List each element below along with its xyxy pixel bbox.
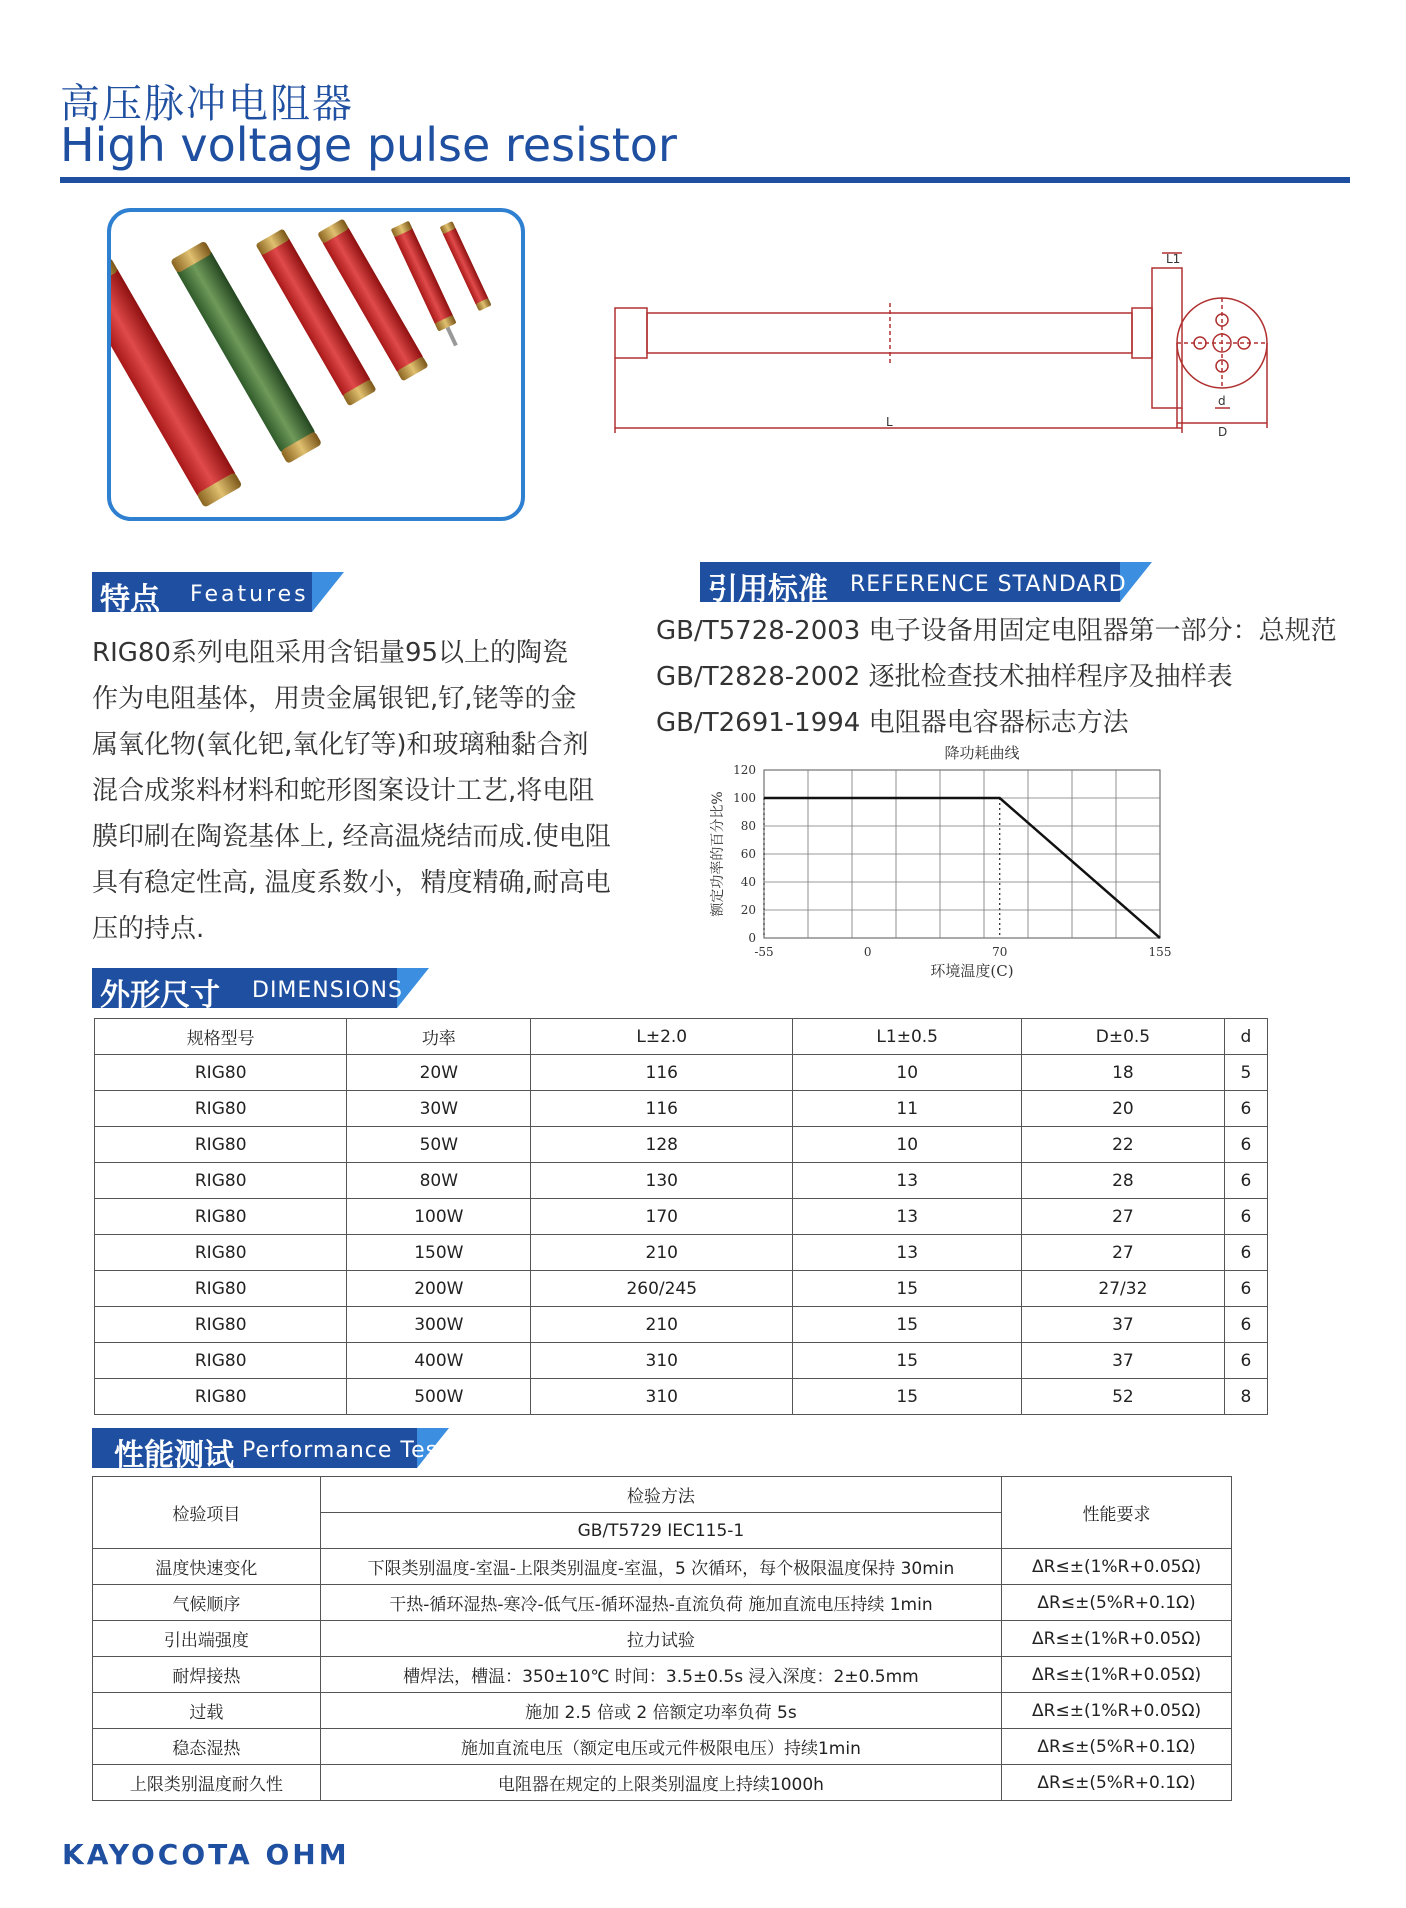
table-cell: 128 [531,1127,793,1163]
y-tick-label: 80 [740,819,756,833]
column-header: 规格型号 [95,1019,347,1055]
table-cell: 过载 [93,1693,321,1729]
table-cell: RIG80 [95,1271,347,1307]
table-cell: ΔR≤±(5%R+0.1Ω) [1002,1585,1232,1621]
table-cell: 6 [1224,1343,1267,1379]
table-cell: RIG80 [95,1127,347,1163]
features-line: RIG80系列电阻采用含铝量95以上的陶瓷 [92,638,569,668]
features-line: 膜印刷在陶瓷基体上, 经高温烧结而成.使电阻 [92,822,611,852]
table-cell: 400W [347,1343,531,1379]
features-line: 混合成浆料材料和蛇形图案设计工艺,将电阻 [92,776,595,806]
performance-title-cn: 性能测试 [114,1438,234,1473]
dimensions-title-en: DIMENSIONS [252,978,403,1003]
page-title-cn: 高压脉冲电阻器 [60,81,354,127]
table-cell: 拉力试验 [320,1621,1001,1657]
table-cell: 6 [1224,1271,1267,1307]
table-row [93,1585,1232,1621]
chart-title: 降功耗曲线 [944,744,1020,762]
table-cell: 20 [1022,1091,1225,1127]
table-cell: ΔR≤±(1%R+0.05Ω) [1002,1621,1232,1657]
table-row [95,1379,1268,1415]
performance-table [92,1476,1232,1801]
table-cell: 温度快速变化 [93,1549,321,1585]
table-cell: RIG80 [95,1379,347,1415]
table-cell: 27 [1022,1199,1225,1235]
chart-x-axis-label: 环境温度(C) [930,962,1014,978]
table-row [95,1343,1268,1379]
table-cell: ΔR≤±(1%R+0.05Ω) [1002,1549,1232,1585]
method-standard: GB/T5729 IEC115-1 [320,1513,1001,1549]
table-cell: RIG80 [95,1055,347,1091]
title-divider [60,177,1350,183]
table-cell: 300W [347,1307,531,1343]
drawing-label-L: L [886,415,893,429]
column-header: 检验方法 [320,1477,1001,1513]
table-cell: 引出端强度 [93,1621,321,1657]
x-tick-label: 70 [992,945,1008,959]
features-line: 压的持点. [92,914,205,944]
chart-grid [764,770,1160,938]
table-cell: 6 [1224,1307,1267,1343]
table-cell: 116 [531,1055,793,1091]
table-cell: RIG80 [95,1163,347,1199]
brand-name: KAYOCOTA OHM [62,1838,350,1871]
page-title-en: High voltage pulse resistor [60,118,677,172]
table-cell: 37 [1022,1343,1225,1379]
table-cell: 37 [1022,1307,1225,1343]
table-cell: 100W [347,1199,531,1235]
column-header: D±0.5 [1022,1019,1225,1055]
table-cell: 施加直流电压（额定电压或元件极限电压）持续1min [320,1729,1001,1765]
y-tick-label: 40 [740,875,756,889]
table-cell: RIG80 [95,1343,347,1379]
table-row [95,1271,1268,1307]
table-row [95,1235,1268,1271]
table-cell: 52 [1022,1379,1225,1415]
table-cell: 15 [793,1307,1022,1343]
resistor-photo-illustration [111,212,521,517]
table-cell: 10 [793,1055,1022,1091]
table-cell: 施加 2.5 倍或 2 倍额定功率负荷 5s [320,1693,1001,1729]
reference-title-cn: 引用标准 [708,572,828,607]
table-row [93,1693,1232,1729]
table-cell: 气候顺序 [93,1585,321,1621]
features-title-cn: 特点 [100,582,160,617]
features-description [92,630,652,952]
table-cell: 10 [793,1127,1022,1163]
table-cell: 6 [1224,1091,1267,1127]
y-tick-label: 100 [733,791,756,805]
table-cell: 6 [1224,1235,1267,1271]
features-line: 属氧化物(氧化钯,氧化钌等)和玻璃釉黏合剂 [92,730,589,760]
table-cell: 13 [793,1235,1022,1271]
features-header [92,572,342,617]
table-cell: 13 [793,1199,1022,1235]
column-header: d [1224,1019,1267,1055]
table-cell: 150W [347,1235,531,1271]
table-row [95,1307,1268,1343]
table-row [93,1549,1232,1585]
y-tick-label: 120 [733,763,756,777]
table-cell: 18 [1022,1055,1225,1091]
column-header: 检验项目 [93,1477,321,1549]
table-cell: 200W [347,1271,531,1307]
table-cell: 15 [793,1271,1022,1307]
table-cell: RIG80 [95,1091,347,1127]
table-cell: RIG80 [95,1235,347,1271]
table-cell: ΔR≤±(1%R+0.05Ω) [1002,1657,1232,1693]
dimension-drawing [600,248,1290,448]
table-header-row [95,1019,1268,1055]
table-cell: 干热-循环湿热-寒冷-低气压-循环湿热-直流负荷 施加直流电压持续 1min [320,1585,1001,1621]
table-cell: 上限类别温度耐久性 [93,1765,321,1801]
table-header-row [93,1477,1232,1513]
table-cell: 槽焊法，槽温：350±10℃ 时间：3.5±0.5s 浸入深度：2±0.5mm [320,1657,1001,1693]
table-cell: ΔR≤±(5%R+0.1Ω) [1002,1765,1232,1801]
table-cell: 6 [1224,1199,1267,1235]
table-cell: 130 [531,1163,793,1199]
features-title-en: Features [190,582,309,607]
table-row [95,1055,1268,1091]
table-cell: 116 [531,1091,793,1127]
chart-y-axis-label: 额定功率的百分比% [710,791,726,917]
reference-list [656,608,1337,746]
column-header: 性能要求 [1002,1477,1232,1549]
table-cell: 260/245 [531,1271,793,1307]
table-cell: 170 [531,1199,793,1235]
x-tick-label: -55 [754,945,774,959]
y-tick-label: 0 [748,931,756,945]
table-row [93,1657,1232,1693]
table-cell: 20W [347,1055,531,1091]
reference-item: GB/T2691-1994 电阻器电容器标志方法 [656,708,1129,738]
table-cell: 310 [531,1343,793,1379]
table-cell: 6 [1224,1127,1267,1163]
table-cell: 28 [1022,1163,1225,1199]
reference-item: GB/T5728-2003 电子设备用固定电阻器第一部分：总规范 [656,616,1337,646]
table-cell: 50W [347,1127,531,1163]
table-cell: 500W [347,1379,531,1415]
drawing-label-d: d [1218,394,1226,408]
drawing-label-D: D [1218,425,1228,439]
x-tick-label: 155 [1148,945,1172,959]
table-row [93,1621,1232,1657]
table-cell: 210 [531,1235,793,1271]
table-row [95,1127,1268,1163]
table-cell: ΔR≤±(5%R+0.1Ω) [1002,1729,1232,1765]
y-tick-label: 60 [740,847,756,861]
x-tick-label: 0 [863,945,872,959]
table-row [95,1199,1268,1235]
features-line: 作为电阻基体，用贵金属银钯,钌,铑等的金 [92,684,577,714]
table-cell: 15 [793,1379,1022,1415]
table-cell: 13 [793,1163,1022,1199]
features-line: 具有稳定性高, 温度系数小，精度精确,耐高电 [92,868,611,898]
table-cell: 5 [1224,1055,1267,1091]
performance-title-en: Performance Test [242,1438,448,1463]
table-cell: 22 [1022,1127,1225,1163]
performance-header [92,1428,452,1473]
table-cell: RIG80 [95,1199,347,1235]
derating-chart [700,738,1180,978]
table-cell: 80W [347,1163,531,1199]
table-cell: RIG80 [95,1307,347,1343]
table-cell: 下限类别温度-室温-上限类别温度-室温，5 次循环，每个极限温度保持 30min [320,1549,1001,1585]
y-tick-label: 20 [740,903,756,917]
reference-title-en: REFERENCE STANDARD [850,572,1127,597]
drawing-label-L1: L1 [1166,252,1181,266]
column-header: L±2.0 [531,1019,793,1055]
table-cell: 稳态湿热 [93,1729,321,1765]
column-header: L1±0.5 [793,1019,1022,1055]
product-photo [107,208,525,521]
table-cell: 210 [531,1307,793,1343]
reference-item: GB/T2828-2002 逐批检查技术抽样程序及抽样表 [656,662,1233,692]
table-cell: 27/32 [1022,1271,1225,1307]
table-cell: 8 [1224,1379,1267,1415]
table-cell: 电阻器在规定的上限类别温度上持续1000h [320,1765,1001,1801]
table-cell: 27 [1022,1235,1225,1271]
table-row [93,1729,1232,1765]
column-header: 功率 [347,1019,531,1055]
table-row [95,1163,1268,1199]
table-row [93,1765,1232,1801]
derating-series-line [764,798,1160,938]
dimensions-table [94,1018,1268,1415]
table-cell: 310 [531,1379,793,1415]
table-cell: 11 [793,1091,1022,1127]
reference-header [700,562,1160,607]
table-cell: ΔR≤±(1%R+0.05Ω) [1002,1693,1232,1729]
table-cell: 耐焊接热 [93,1657,321,1693]
table-row [95,1091,1268,1127]
dimensions-header [92,968,432,1013]
table-cell: 6 [1224,1163,1267,1199]
table-cell: 30W [347,1091,531,1127]
dimensions-title-cn: 外形尺寸 [100,978,220,1013]
table-cell: 15 [793,1343,1022,1379]
